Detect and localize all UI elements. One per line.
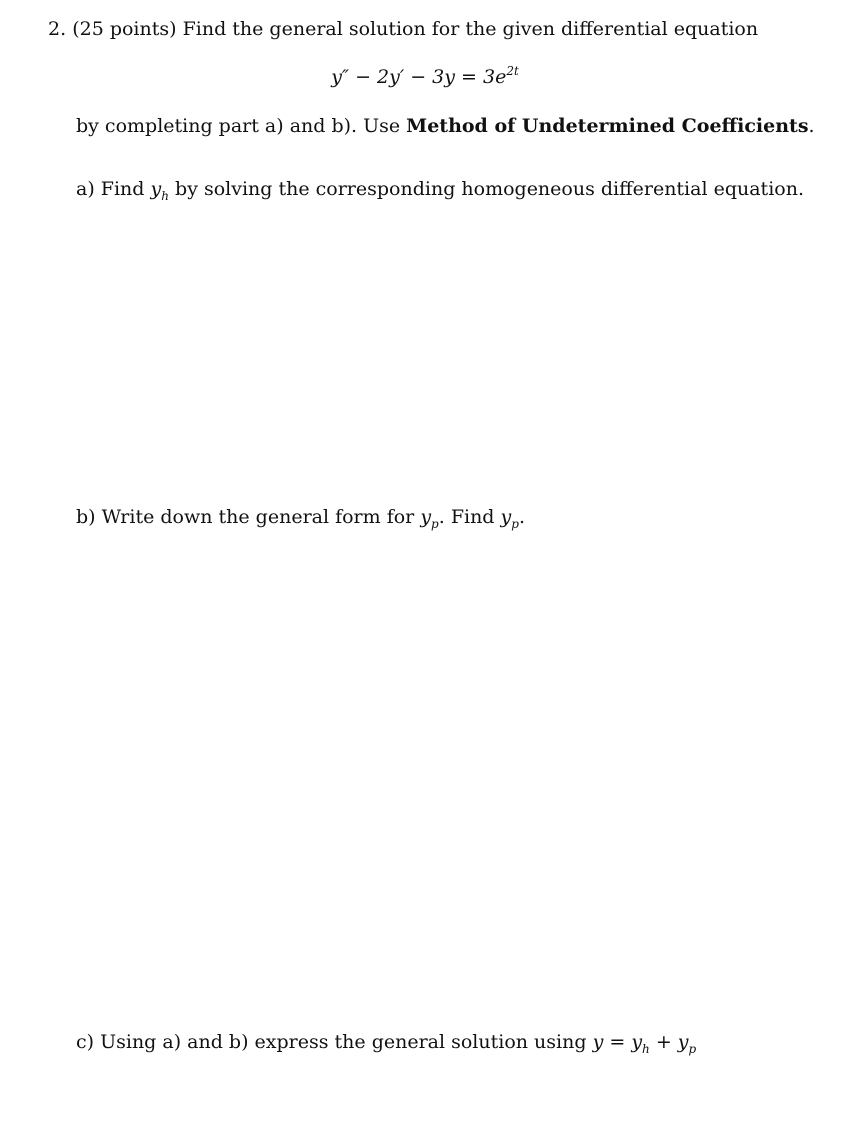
part-c xyxy=(76,1031,697,1056)
differential-equation xyxy=(0,64,850,88)
part-c-label: c) xyxy=(76,1031,95,1053)
question-prompt: Find the general solution for the given differential equation xyxy=(182,18,759,40)
question-number: 2. xyxy=(48,18,67,40)
part-b-sub1: p xyxy=(431,517,439,531)
part-c-text-before: Using a) and b) express the general solution using xyxy=(100,1031,587,1053)
instruction-suffix: . xyxy=(808,115,815,137)
part-b-text-before: Write down the general form for xyxy=(101,506,415,528)
equation-body: y″ − 2y′ − 3y = 3e xyxy=(331,66,507,88)
part-b-end: . xyxy=(518,506,525,528)
part-b-label: b) xyxy=(76,506,96,528)
instruction-prefix: by completing part a) and b). Use xyxy=(76,115,401,137)
part-a-label: a) xyxy=(76,178,95,200)
method-name: Method of Undetermined Coefficients xyxy=(406,115,809,137)
equation-exponent: 2t xyxy=(506,64,519,78)
part-c-var2: y xyxy=(677,1031,689,1053)
question-header xyxy=(48,20,758,39)
part-c-plus: + xyxy=(655,1031,672,1053)
question-points: (25 points) xyxy=(72,18,177,40)
part-b-var1: y xyxy=(420,506,432,528)
part-a xyxy=(76,178,804,203)
part-b-mid: . Find xyxy=(438,506,495,528)
part-c-sub1: h xyxy=(642,1042,650,1056)
part-a-var: y xyxy=(150,178,162,200)
part-c-var1: y xyxy=(631,1031,643,1053)
part-b-var2: y xyxy=(500,506,512,528)
part-a-sub: h xyxy=(161,189,169,203)
instruction-text xyxy=(76,117,815,136)
part-b-sub2: p xyxy=(511,517,519,531)
part-a-text-after: by solving the corresponding homogeneous differential equation. xyxy=(175,178,804,200)
part-b xyxy=(76,506,525,531)
part-a-text-before: Find xyxy=(100,178,145,200)
part-c-eq-y: y = xyxy=(592,1031,626,1053)
part-c-sub2: p xyxy=(688,1042,697,1056)
